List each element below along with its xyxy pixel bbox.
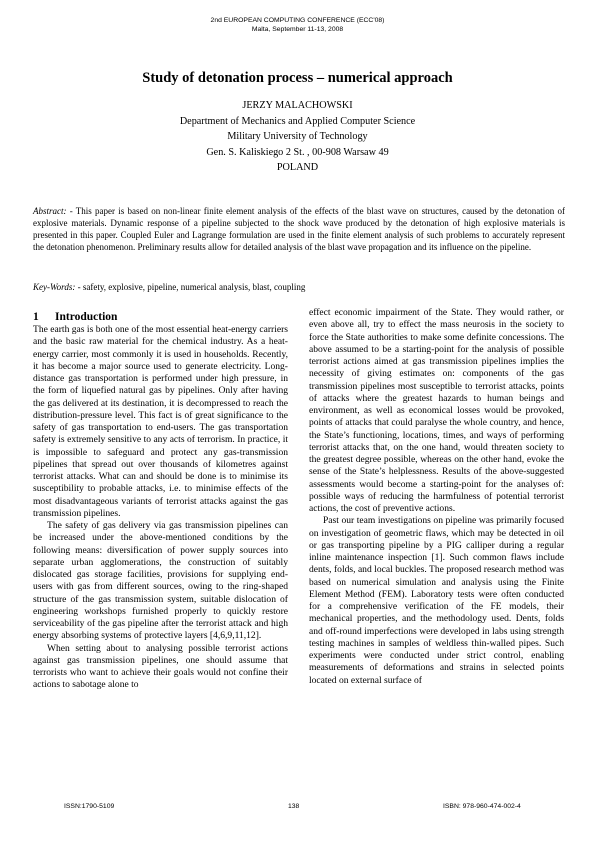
author-block bbox=[0, 98, 595, 176]
paragraph: effect economic impairment of the State. They would rather, or even above all, try to effect the mass neurosis in the society to force the State authorities to make some definite concessions. The above assumed to be a starting-point for the analysis of possible terrorist actions aimed at gas transmission pipelines implies the necessity of giving estimates on: components of the gas transmission pipelines most susceptible to terrorist attacks, points of attacks where the greatest hazards to human beings and environment, as well as economical losses would be provoked, points of attacks that could paralyse the whole country, and hence, the State’s functioning, locations, times, and ways of performing terrorist attacks that, on the one hand, would threaten society to the greatest degree possible, whereas on the other hand, evoke the sense of the State’s helplessness. Results of the above-suggested assessments would become a starting-point for the analyses of: possible ways of reducing the harmfulness of potential terrorist actions, the cost of preventive actions. bbox=[309, 307, 564, 514]
paragraph: When setting about to analysing possible terrorist actions against gas transmission pipelines, one should assume that terrorists who want to achieve their goals would not confine their actions to sabotage alone to bbox=[33, 642, 288, 691]
section-title: Introduction bbox=[55, 311, 118, 323]
affiliation-line: Military University of Technology bbox=[227, 131, 368, 142]
conference-location: Malta, September 11-13, 2008 bbox=[251, 26, 344, 33]
keywords bbox=[33, 281, 565, 293]
abstract bbox=[33, 205, 565, 253]
paragraph: The earth gas is both one of the most essential heat-energy carriers and the basic raw material for the chemical industry. As a heat-energy carrier, most commonly it is used in households. Recently, it has become a major source used to generate electricity. Long-distance gas transportation is performed under high pressure, in the form of liquefied natural gas by pipelines. Only after having the gas delivered at its destination, it is decompressed to reach the distribution-pressure level. This fact is of great significance to the safety of gas transportation to end-users. The gas transportation safety is extremely sensitive to any acts of terrorism. In practice, it is impossible to safeguard and protect any gas-transmission pipelines that spread out over thousands of kilometres against terrorist attacks. What can and should be done is to minimise its susceptibility to probable attacks, i.e. to minimise effects of the most disadvantageous variants of terrorist attacks against the gas transmission pipelines. bbox=[33, 324, 288, 519]
keywords-text: - safety, explosive, pipeline, numerical analysis, blast, coupling bbox=[75, 282, 306, 292]
right-column bbox=[309, 307, 564, 687]
paragraph: Past our team investigations on pipeline was primarily focused on investigation of geometric flaws, which may be detected in oil or gas transporting pipeline by a PIG calliper during a regular inline maintenance inspection [1]. Such common flaws include dents, folds, and local buckles. The proposed research method was based on numerical simulation and analysis using the Finite Element Method (FEM). Laboratory tests were often conducted for a comprehensive verification of the FE models, their mechanical properties, and the methodology used. Dents, folds and off-round imperfections were developed in labs using strength testing machines in samples of weldless thin-walled pipes. Such experiments were conducted under strict control, enabling measurements of deformations and strains in selected points located on external surface of bbox=[309, 515, 564, 686]
footer-isbn: ISBN: 978-960-474-002-4 bbox=[443, 803, 521, 810]
paper-title: Study of detonation process – numerical approach bbox=[142, 70, 453, 86]
affiliation-line: Gen. S. Kaliskiego 2 St. , 00-908 Warsaw 49 bbox=[206, 146, 389, 158]
section-number: 1 bbox=[33, 311, 39, 323]
paragraph: The safety of gas delivery via gas transmission pipelines can be increased under the above-mentioned conditions by the following means: diversification of power supply sources into separate urban agglomerations, the construction of suitably dislocated gas storage facilities, provisions for supplying end-users with gas from different sources, owing to the ring-shaped structure of the gas transmission system, suitable dislocation of engineering workshops furnished properly to quickly restore serviceability of the gas pipeline after the terrorist attack and high energy absorbing systems of protective layers [4,6,9,11,12]. bbox=[33, 520, 288, 642]
left-column bbox=[33, 308, 288, 692]
page-footer bbox=[0, 803, 595, 813]
keywords-label: Key-Words: bbox=[33, 282, 76, 292]
page-number: 138 bbox=[288, 803, 300, 810]
conference-header bbox=[0, 16, 595, 34]
author-name: JERZY MALACHOWSKI bbox=[242, 100, 353, 111]
footer-issn: ISSN:1790-5109 bbox=[64, 803, 115, 810]
affiliation-line: POLAND bbox=[276, 162, 319, 173]
abstract-label: Abstract: bbox=[33, 206, 67, 216]
affiliation-line: Department of Mechanics and Applied Computer Science bbox=[179, 115, 416, 127]
abstract-text: - This paper is based on non-linear finite element analysis of the effects of the blast wave on structures, caused by the detonation of explosive materials. Dynamic response of a pipeline subjected to the shock wave produced by the detonation of high explosive materials is presented in this paper. Coupled Euler and Lagrange formulation are used in the finite element analysis of such problems to accurately represent the detonation phenomenon. Preliminary results allow for detailed analysis of the blast wave propagation and its influence on the pipeline. bbox=[33, 206, 565, 252]
section-heading bbox=[33, 310, 288, 324]
conference-name: 2nd EUROPEAN COMPUTING CONFERENCE (ECC'08) bbox=[210, 17, 385, 24]
